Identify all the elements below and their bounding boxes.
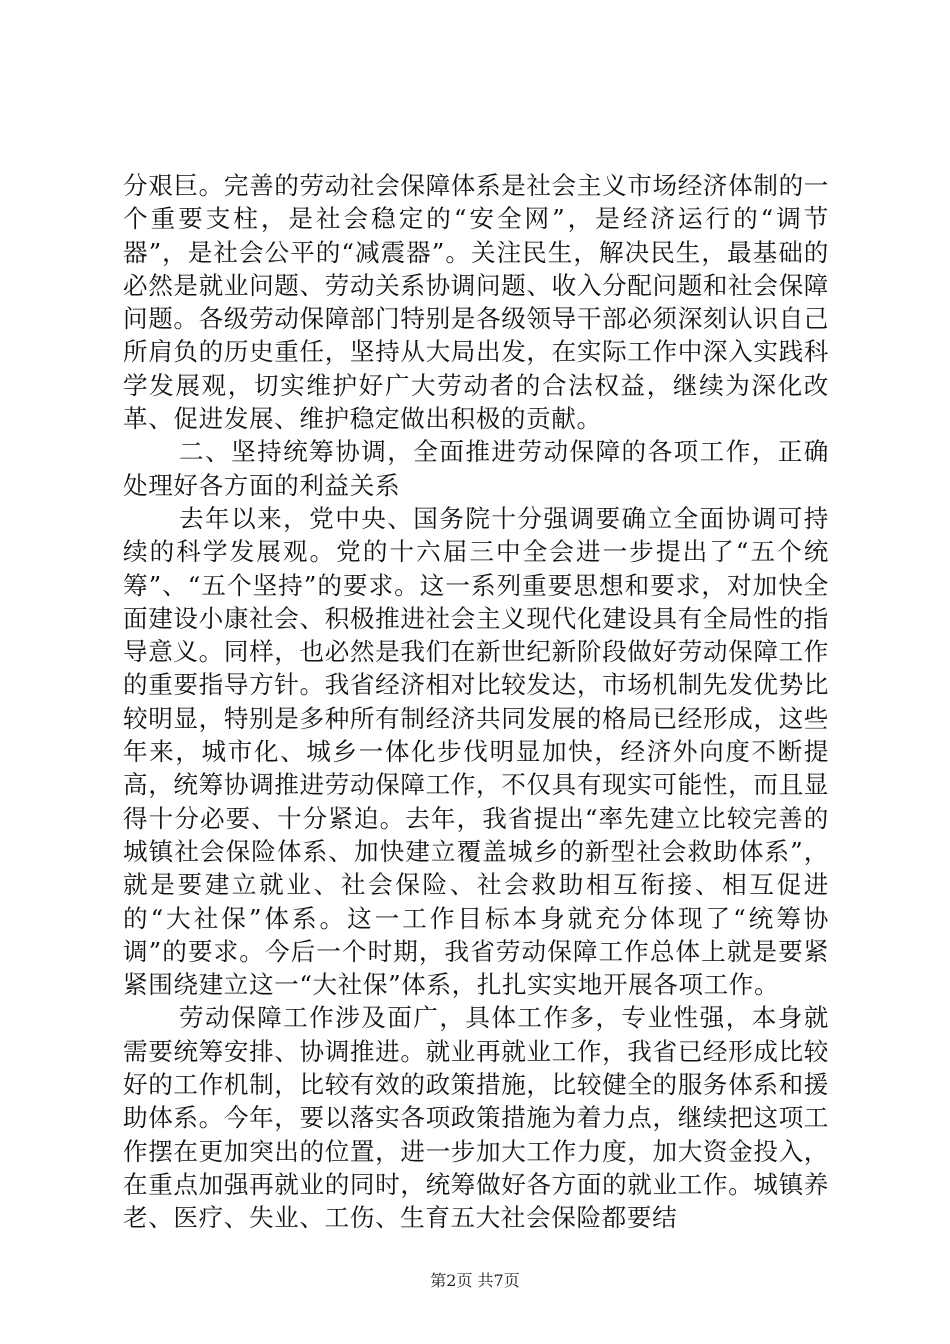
paragraph: 去年以来，党中央、国务院十分强调要确立全面协调可持续的科学发展观。党的十六届三中全会进一步提出了“五个统筹”、“五个坚持”的要求。这一系列重要思想和要求，对加快全面建设小康社会、积极推进社会主义现代化建设具有全局性的指导意义。同样，也必然是我们在新世纪新阶段做好劳动保障工作的重要指导方针。我省经济相对比较发达，市场机制先发优势比较明显，特别是多种所有制经济共同发展的格局已经形成，这些年来，城市化、城乡一体化步伐明显加快，经济外向度不断提高，统筹协调推进劳动保障工作，不仅具有现实可能性，而且显得十分必要、十分紧迫。去年，我省提出“率先建立比较完善的城镇社会保险体系、加快建立覆盖城乡的新型社会救助体系”，就是要建立就业、社会保险、社会救助相互衔接、相互促进的“大社保”体系。这一工作目标本身就充分体现了“统筹协调”的要求。今后一个时期，我省劳动保障工作总体上就是要紧紧围绕建立这一“大社保”体系，扎扎实实地开展各项工作。	[123, 503, 829, 1000]
section-heading: 二、坚持统筹协调，全面推进劳动保障的各项工作，正确处理好各方面的利益关系	[123, 437, 829, 500]
paragraph: 劳动保障工作涉及面广，具体工作多，专业性强，本身就需要统筹安排、协调推进。就业再就业工作，我省已经形成比较好的工作机制，比较有效的政策措施，比较健全的服务体系和援助体系。今年，要以落实各项政策措施为着力点，继续把这项工作摆在更加突出的位置，进一步加大工作力度，加大资金投入，在重点加强再就业的同时，统筹做好各方面的就业工作。城镇养老、医疗、失业、工伤、生育五大社会保险都要结	[123, 1003, 829, 1233]
paragraph-continuation: 分艰巨。完善的劳动社会保障体系是社会主义市场经济体制的一个重要支柱，是社会稳定的“安全网”，是经济运行的“调节器”，是社会公平的“减震器”。关注民生，解决民生，最基础的必然是就业问题、劳动关系协调问题、收入分配问题和社会保障问题。各级劳动保障部门特别是各级领导干部必须深刻认识自己所肩负的历史重任，坚持从大局出发，在实际工作中深入实践科学发展观，切实维护好广大劳动者的合法权益，继续为深化改革、促进发展、维护稳定做出积极的贡献。	[123, 171, 829, 434]
document-body	[123, 169, 829, 1235]
page-footer: 第2页 共7页	[430, 1271, 520, 1290]
